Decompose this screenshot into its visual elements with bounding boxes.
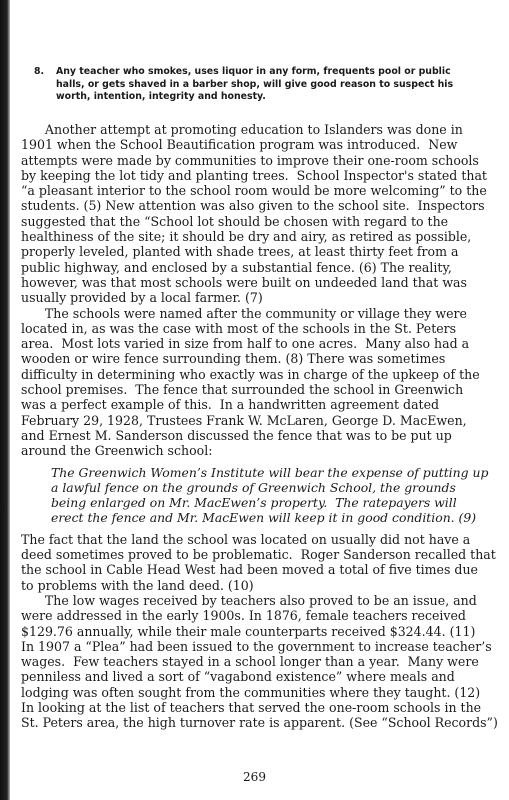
body-paragraphs-a <box>21 122 491 459</box>
text-line: healthiness of the site; it should be dry and airy, as retired as possible, <box>21 229 472 245</box>
text-line: public highway, and enclosed by a substantial fence. (6) The reality, <box>21 259 452 275</box>
text-line: February 29, 1928, Trustees Frank W. McLaren, George D. MacEwen, <box>21 412 467 428</box>
text-line: attempts were made by communities to improve their one-room schools <box>21 152 479 168</box>
text-line: $129.76 annually, while their male counterparts received $324.44. (11) <box>21 623 476 639</box>
text-line: In looking at the list of teachers that served the one-room schools in the <box>21 699 482 715</box>
text-line: wooden or wire fence surrounding them. (8) There was sometimes <box>21 351 446 367</box>
page-number: 269 <box>243 770 266 784</box>
text-line: usually provided by a local farmer. (7) <box>21 290 263 306</box>
text-line: suggested that the “School lot should be chosen with regard to the <box>21 213 449 229</box>
text-line: The fact that the land the school was located on usually did not have a <box>21 531 471 547</box>
text-line: was a perfect example of this. In a handwritten agreement dated <box>21 397 440 413</box>
text-line: were addressed in the early 1900s. In 1876, female teachers received <box>21 608 466 624</box>
text-line: wages. Few teachers stayed in a school longer than a year. Many were <box>21 654 479 670</box>
text-line: by keeping the lot tidy and planting trees. School Inspector's stated that <box>21 167 487 183</box>
scan-binding-edge <box>0 0 10 800</box>
text-line: deed sometimes proved to be problematic. Roger Sanderson recalled that <box>21 547 496 563</box>
rule-number: 8. <box>34 66 45 77</box>
text-line: In 1907 a “Plea” had been issued to the government to increase teacher’s <box>21 638 492 654</box>
text-line: properly leveled, planted with shade trees, at least thirty feet from a <box>21 244 459 260</box>
text-line: difficulty in determining who exactly was in charge of the upkeep of the <box>21 366 480 382</box>
text-line: the school in Cable Head West had been moved a total of five times due <box>21 562 478 578</box>
rule-text: Any teacher who smokes, uses liquor in any form, frequents pool or public halls, or gets shaved in a barber shop, will give good reason to suspect his worth, intention, integrity and honesty. <box>56 66 454 103</box>
text-line: area. Most lots varied in size from half to one acres. Many also had a <box>21 336 470 352</box>
text-line: lodging was often sought from the communities where they taught. (12) <box>21 684 481 700</box>
text-line: students. (5) New attention was also given to the school site. Inspectors <box>21 198 485 214</box>
body-text <box>21 122 498 731</box>
text-line: The low wages received by teachers also proved to be an issue, and <box>21 592 477 608</box>
block-quote <box>21 465 491 526</box>
body-paragraphs-b <box>21 531 498 731</box>
text-line: St. Peters area, the high turnover rate is apparent. (See “School Records”) <box>21 715 498 731</box>
text-line: The Greenwich Women’s Institute will bear the expense of putting up <box>51 464 489 480</box>
text-line: to problems with the land deed. (10) <box>21 577 254 593</box>
text-line: however, was that most schools were built on undeeded land that was <box>21 274 467 290</box>
rule-list-item <box>34 66 464 104</box>
text-line: around the Greenwich school: <box>21 443 213 459</box>
text-line: located in, as was the case with most of the schools in the St. Peters <box>21 320 457 336</box>
text-line: “a pleasant interior to the school room would be more welcoming” to the <box>21 183 487 199</box>
text-line: penniless and lived a sort of “vagabond existence” where meals and <box>21 669 455 685</box>
text-line: 1901 when the School Beautification program was introduced. New <box>21 137 458 153</box>
text-line: erect the fence and Mr. MacEwen will keep it in good condition. (9) <box>51 510 477 526</box>
text-line: and Ernest M. Sanderson discussed the fence that was to be put up <box>21 427 452 443</box>
text-line: a lawful fence on the grounds of Greenwich School, the grounds <box>51 479 456 495</box>
text-line: The schools were named after the community or village they were <box>21 305 467 321</box>
text-line: being enlarged on Mr. MacEwen’s property. The ratepayers will <box>51 495 457 511</box>
text-line: school premises. The fence that surrounded the school in Greenwich <box>21 382 464 398</box>
text-line: Another attempt at promoting education to Islanders was done in <box>21 122 463 137</box>
